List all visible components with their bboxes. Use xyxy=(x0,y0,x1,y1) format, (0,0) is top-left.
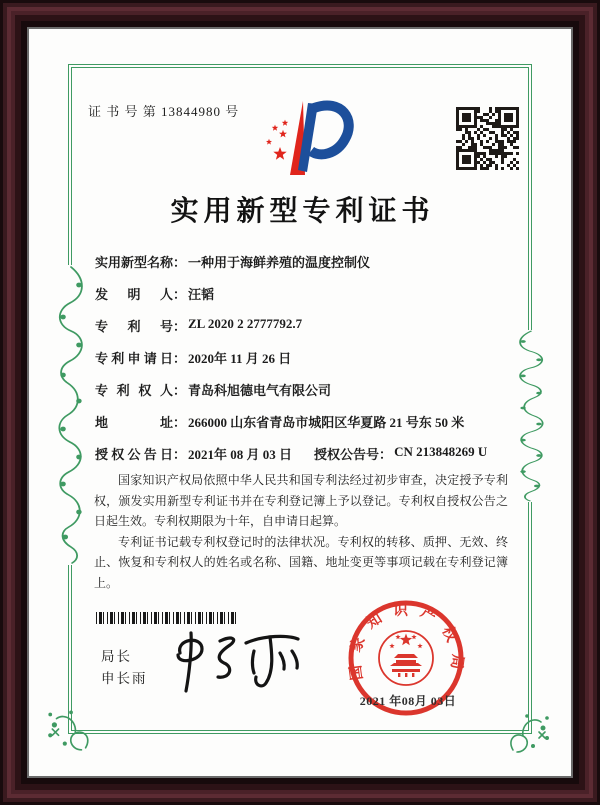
field-colon xyxy=(173,252,186,271)
field-value: 汪韬 xyxy=(188,287,215,302)
certificate-number: 证 书 号 第 13844980 号 xyxy=(88,104,240,119)
legal-text xyxy=(94,470,508,593)
field-value: 266000 山东省青岛市城阳区华夏路 21 号东 50 米 xyxy=(188,415,465,430)
field-colon xyxy=(173,380,186,399)
field-label: 专利权人 xyxy=(95,383,173,398)
field-label: 专利号 xyxy=(95,319,173,334)
legal-paragraph: 专利证书记载专利权登记时的法律状况。专利权的转移、质押、无效、终止、恢复和专利权人的姓名或名称、国籍、地址变更等事项记载在专利登记簿上。 xyxy=(94,534,508,590)
officer-name: 申长雨 xyxy=(101,671,148,686)
scroll-ornament-right-icon xyxy=(514,330,548,502)
field-row xyxy=(95,412,507,444)
field-label: 发明人 xyxy=(95,287,173,302)
field-value: 2020年 11 月 26 日 xyxy=(188,351,292,366)
field-colon xyxy=(173,412,186,431)
field-value: 一种用于海鲜养殖的温度控制仪 xyxy=(188,255,371,270)
field-row xyxy=(95,252,507,284)
field-value: CN 213848269 U xyxy=(394,444,488,459)
grant-number-pair xyxy=(314,444,487,463)
seal-emblem-stars xyxy=(389,634,422,649)
field-label: 实用新型名称 xyxy=(95,255,174,270)
director-signature-icon xyxy=(158,626,318,698)
legal-paragraph: 国家知识产权局依照中华人民共和国专利法经过初步审查，决定授予专利权，颁发实用新型专利证书并在专利登记簿上予以登记。专利权自授权公告之日起生效。专利权期限为十年，自申请日起算。 xyxy=(94,473,508,528)
certificate-title: 实用新型专利证书 xyxy=(170,196,435,227)
field-label: 授权公告号 xyxy=(314,447,380,462)
field-label: 授权公告日 xyxy=(95,447,173,462)
logo-stars xyxy=(266,120,288,160)
field-list xyxy=(95,252,507,476)
logo-blue-bowl xyxy=(311,106,349,155)
field-label: 专利申请日 xyxy=(95,351,173,366)
seal-text: 国家知识产权局 xyxy=(346,602,466,682)
seal-emblem-building xyxy=(390,654,422,677)
field-row xyxy=(95,348,507,380)
field-value: 2021年 08 月 03 日 xyxy=(188,447,293,462)
floral-corner-bottom-right-icon xyxy=(502,706,554,756)
seal-date: 2021 年08月 03日 xyxy=(359,694,457,708)
qr-code-icon xyxy=(456,107,519,170)
field-row xyxy=(95,380,507,412)
field-colon xyxy=(173,444,186,463)
cnipa-logo-icon xyxy=(250,96,358,180)
field-colon xyxy=(379,444,392,463)
field-value: 青岛科旭德电气有限公司 xyxy=(188,383,332,398)
officer-title: 局长 xyxy=(101,649,132,664)
field-colon xyxy=(173,284,186,303)
field-row xyxy=(95,284,507,316)
field-colon xyxy=(173,316,186,335)
barcode-icon xyxy=(96,612,236,624)
officer-block xyxy=(101,646,148,690)
field-colon xyxy=(173,348,186,367)
scroll-ornament-left-icon xyxy=(54,265,88,565)
field-value: ZL 2020 2 2777792.7 xyxy=(188,316,303,331)
floral-corner-bottom-left-icon xyxy=(44,700,96,756)
field-label: 地址 xyxy=(95,415,173,430)
field-row xyxy=(95,316,507,348)
